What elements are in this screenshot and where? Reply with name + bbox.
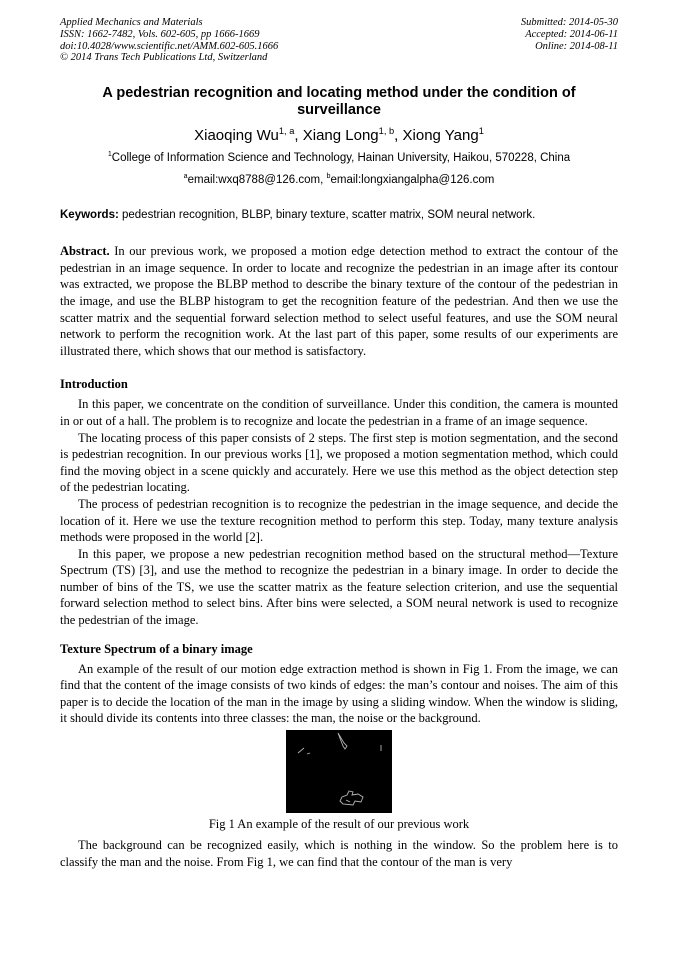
texture-spectrum-paragraph-1: An example of the result of our motion edge extraction method is shown in Fig 1. From the image, we can find that the content of the image consists of two kinds of edges: the man’s contour and noises. The aim of this paper is to decide the location of the man in the image by using a sliding window. When the window is sliding, it should divide its contents into three classes: the man, the noise or the background. [60,661,618,726]
keywords-label: Keywords: [60,209,119,222]
email-a-superscript: a [183,172,188,181]
section-heading-texture-spectrum: Texture Spectrum of a binary image [60,641,253,656]
emails-line [60,173,618,187]
introduction-paragraph-4: In this paper, we propose a new pedestrian recognition method based on the structural method—Texture Spectrum (TS) [3], and use the method to recognize the pedestrian in a binary image. In order to decide the number of bins of the TS, we use the scatter matrix as the feature selection criterion, and use the sequential forward selection method to select bins. After bins were selected, a SOM neural network is used to recognize the pedestrian of the image. [60,546,618,628]
journal-name: Applied Mechanics and Materials [60,17,203,28]
figure-1-caption: Fig 1 An example of the result of our previous work [208,817,470,832]
closing-paragraph: The background can be recognized easily, which is nothing in the window. So the problem here is to classify the man and the noise. From Fig 1, we can find that the contour of the man is very [60,838,618,869]
affiliation-line [60,151,618,165]
author-separator: , [294,127,303,145]
author-2-superscript: 1, b [378,126,395,137]
journal-doi: doi:10.4028/www.scientific.net/AMM.602-605.1666 [60,40,279,52]
abstract-paragraph [60,243,618,359]
binary-edge-image [286,730,392,813]
journal-issn: ISSN: 1662-7482, Vols. 602-605, pp 1666-1669 [60,28,260,40]
authors-line [60,127,618,145]
affiliation-superscript: 1 [107,150,112,159]
email-a: email:wxq8788@126.com, [187,174,327,187]
author-3-superscript: 1 [478,126,484,137]
author-3: Xiong Yang [402,127,479,145]
figure-background [286,730,392,813]
author-1: Xiaoqing Wu [194,127,279,145]
affiliation-text: College of Information Science and Technology, Hainan University, Haikou, 570228, China [111,152,571,165]
accepted-date: Accepted: 2014-06-11 [525,28,618,40]
submitted-date: Submitted: 2014-05-30 [520,17,618,28]
introduction-paragraph-2: The locating process of this paper consists of 2 steps. The first step is motion segmentation, and the second is pedestrian recognition. In our previous works [1], we proposed a motion segmentation method, which could find the moving object in a scene quickly and accurately. Here we use this method as the object detection step of the pedestrian locating. [60,430,618,495]
submission-dates-block [521,17,618,64]
online-date: Online: 2014-08-11 [535,40,618,52]
journal-info-block [60,17,278,64]
introduction-paragraph-3: The process of pedestrian recognition is to recognize the pedestrian in the image sequence, and decide the location of it. Here we use the texture recognition method to perform this step. Today, many texture analysis methods were proposed in the world [2]. [60,496,618,545]
figure-1 [60,730,618,832]
keywords-text: pedestrian recognition, BLBP, binary texture, scatter matrix, SOM neural network. [118,209,536,222]
email-b: email:longxiangalpha@126.com [330,174,495,187]
abstract-text: In our previous work, we proposed a motion edge detection method to extract the contour of the pedestrian in an image sequence. In order to locate and recognize the pedestrian in an image after its contour was extracted, we propose the BLBP method to describe the binary texture of the contour of the pedestrian in the image, and use the BLBP histogram to get the recognition feature of the pedestrian. And then we use the scatter matrix and the sequential forward selection method to select useful features, and use the SOM neural network to perform the recognition work. At the last part of this paper, some results of our experiments are illustrated there, which shows that our method is satisfactory. [60,244,618,358]
abstract-label: Abstract. [60,244,110,259]
journal-header [60,17,618,64]
author-separator: , [394,127,403,145]
keywords-line [60,208,618,222]
section-heading-introduction: Introduction [60,377,128,392]
paper-title: A pedestrian recognition and locating method under the condition of surveillance [102,85,576,119]
email-b-superscript: b [326,172,331,181]
author-2: Xiang Long [302,127,379,145]
introduction-paragraph-1: In this paper, we concentrate on the condition of surveillance. Under this condition, the camera is mounted in or out of a hall. The problem is to recognize and locate the pedestrian in a frame of an image sequence. [60,397,618,428]
journal-copyright: © 2014 Trans Tech Publications Ltd, Switzerland [60,52,268,64]
author-1-superscript: 1, a [278,126,295,137]
